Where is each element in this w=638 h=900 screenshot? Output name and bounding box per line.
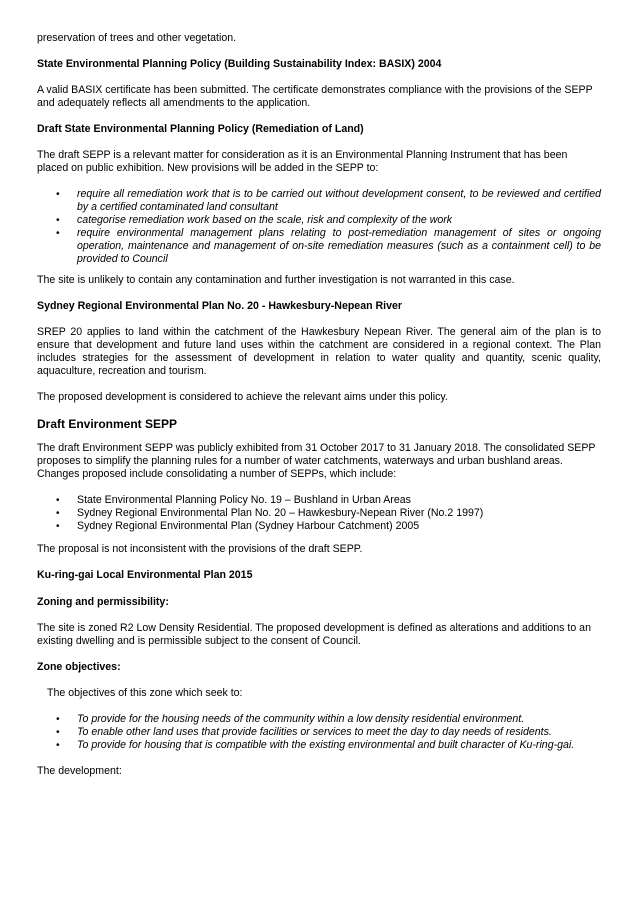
list-item: • require environmental management plans relating to post-remediation management of sites or ongoing operation, maintenance and management of on-site remediation measures (such as a containment cell) to be provided to Council	[56, 227, 601, 265]
objectives-intro: The objectives of this zone which seek to:	[47, 687, 243, 699]
bullet-icon: •	[56, 508, 60, 519]
draft-env-list	[37, 494, 601, 533]
list-item: • State Environmental Planning Policy No. 19 – Bushland in Urban Areas	[56, 494, 411, 506]
bullet-icon: •	[56, 521, 60, 532]
zoning-heading: Zoning and permissibility:	[37, 596, 169, 608]
srep20-conclusion: The proposed development is considered to achieve the relevant aims under this policy.	[37, 391, 448, 403]
remediation-text: The draft SEPP is a relevant matter for consideration as it is an Environmental Planning Instrument that has been placed on public exhibition. New provisions will be added in the SEPP to:	[37, 149, 568, 174]
lep-heading: Ku-ring-gai Local Environmental Plan 2015	[37, 569, 253, 581]
bullet-icon: •	[56, 727, 60, 738]
document-page	[37, 32, 601, 778]
list-item: • Sydney Regional Environmental Plan (Sydney Harbour Catchment) 2005	[56, 520, 420, 532]
development-label: The development:	[37, 765, 122, 777]
intro-fragment: preservation of trees and other vegetation.	[37, 32, 237, 44]
list-item: • categorise remediation work based on the scale, risk and complexity of the work	[56, 214, 453, 226]
remediation-conclusion: The site is unlikely to contain any contamination and further investigation is not warranted in this case.	[37, 274, 515, 286]
draft-env-conclusion: The proposal is not inconsistent with the provisions of the draft SEPP.	[37, 543, 363, 555]
bullet-icon: •	[56, 495, 60, 506]
zoning-text: The site is zoned R2 Low Density Residential. The proposed development is defined as alterations and additions to an existing dwelling and is permissible subject to the consent of Council.	[37, 622, 591, 647]
bullet-icon: •	[56, 740, 60, 751]
list-item: • To enable other land uses that provide facilities or services to meet the day to day needs of residents.	[56, 726, 552, 738]
draft-env-text: The draft Environment SEPP was publicly exhibited from 31 October 2017 to 31 January 2018. The consolidated SEPP proposes to simplify the planning rules for a number of water catchments, waterways and urban bushland areas. Changes proposed include consolidating a number of SEPPs, which include:	[37, 442, 596, 480]
remediation-heading: Draft State Environmental Planning Policy (Remediation of Land)	[37, 123, 364, 135]
remediation-list	[37, 188, 601, 266]
srep20-heading: Sydney Regional Environmental Plan No. 20 - Hawkesbury-Nepean River	[37, 300, 403, 312]
srep20-text: SREP 20 applies to land within the catchment of the Hawkesbury Nepean River. The general aim of the plan is to ensure that development and future land uses within the catchment are considered in a regional context. The Plan includes strategies for the assessment of development in relation to water quality and quantity, scenic quality, aquaculture, recreation and tourism.	[37, 326, 601, 377]
list-item: • require all remediation work that is to be carried out without development consent, to be reviewed and certified by a certified contaminated land consultant	[56, 188, 601, 213]
objectives-heading: Zone objectives:	[37, 661, 121, 673]
draft-env-heading: Draft Environment SEPP	[37, 417, 178, 431]
objectives-list	[37, 713, 601, 752]
basix-heading: State Environmental Planning Policy (Building Sustainability Index: BASIX) 2004	[37, 58, 442, 70]
list-item: • To provide for the housing needs of the community within a low density residential environment.	[56, 713, 525, 725]
bullet-icon: •	[56, 189, 60, 200]
list-item: • To provide for housing that is compatible with the existing environmental and built character of Ku-ring-gai.	[56, 739, 575, 751]
list-item: • Sydney Regional Environmental Plan No. 20 – Hawkesbury-Nepean River (No.2 1997)	[56, 507, 484, 519]
bullet-icon: •	[56, 228, 60, 239]
bullet-icon: •	[56, 714, 60, 725]
bullet-icon: •	[56, 215, 60, 226]
basix-text: A valid BASIX certificate has been submitted. The certificate demonstrates compliance with the provisions of the SEPP and adequately reflects all amendments to the application.	[37, 84, 593, 109]
